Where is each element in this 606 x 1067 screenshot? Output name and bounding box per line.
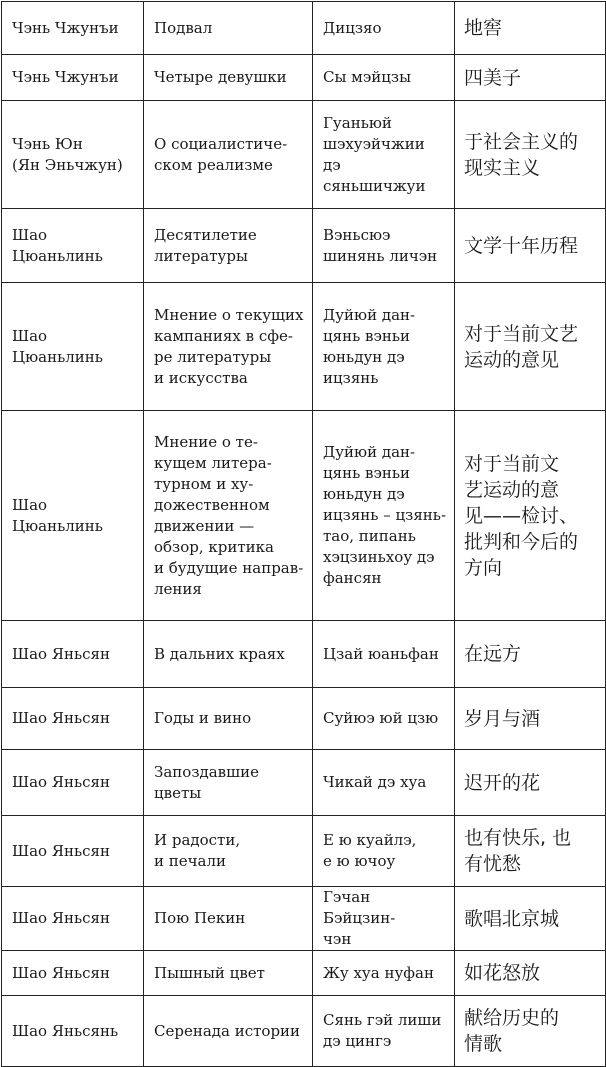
transliteration-cell: Дуйюй дан- цянь вэньи юньдун дэ ицзянь: [313, 283, 455, 411]
russian-title-cell: И радости, и печали: [144, 816, 313, 887]
author-cell: Шао Цюаньлинь: [2, 283, 144, 411]
author-cell: Шао Цюаньлинь: [2, 209, 144, 283]
russian-title-cell: О социалистиче- ском реализме: [144, 101, 313, 209]
table-row: [2, 996, 606, 1067]
author-cell: Шао Яньсян: [2, 951, 144, 996]
author-cell: Шао Яньсян: [2, 750, 144, 816]
chinese-title-cell: 迟开的花: [455, 750, 606, 816]
table-row: [2, 101, 606, 209]
table-row: [2, 209, 606, 283]
table-row: [2, 887, 606, 951]
author-cell: Шао Яньсян: [2, 887, 144, 951]
chinese-title-cell: 歌唱北京城: [455, 887, 606, 951]
author-cell: Чэнь Чжунъи: [2, 2, 144, 55]
author-cell: Шао Яньсянь: [2, 996, 144, 1067]
table-row: [2, 816, 606, 887]
russian-title-cell: Подвал: [144, 2, 313, 55]
chinese-title-cell: 岁月与酒: [455, 688, 606, 750]
transliteration-cell: Гэчан Бэйцзин- чэн: [313, 887, 455, 951]
table-row: [2, 411, 606, 621]
table-row: [2, 688, 606, 750]
author-cell: Шао Яньсян: [2, 621, 144, 688]
chinese-title-cell: 献给历史的 情歌: [455, 996, 606, 1067]
russian-title-cell: Серенада истории: [144, 996, 313, 1067]
chinese-title-cell: 文学十年历程: [455, 209, 606, 283]
transliteration-cell: Цзай юаньфан: [313, 621, 455, 688]
author-cell: Шао Яньсян: [2, 688, 144, 750]
transliteration-cell: Е ю куайлэ, е ю ючоу: [313, 816, 455, 887]
transliteration-cell: Суйюэ юй цзю: [313, 688, 455, 750]
transliteration-cell: Чикай дэ хуа: [313, 750, 455, 816]
transliteration-cell: Вэньсюэ шинянь личэн: [313, 209, 455, 283]
author-cell: Чэнь Чжунъи: [2, 55, 144, 101]
transliteration-cell: Дицзяо: [313, 2, 455, 55]
russian-title-cell: Годы и вино: [144, 688, 313, 750]
translation-table: [1, 1, 606, 1067]
russian-title-cell: Четыре девушки: [144, 55, 313, 101]
table-row: [2, 951, 606, 996]
chinese-title-cell: 地窖: [455, 2, 606, 55]
table-row: [2, 750, 606, 816]
transliteration-cell: Дуйюй дан- цянь вэньи юньдун дэ ицзянь – цзянь- тао, пипань хэцзиньхоу дэ фансян: [313, 411, 455, 621]
author-cell: Шао Яньсян: [2, 816, 144, 887]
chinese-title-cell: 四美子: [455, 55, 606, 101]
chinese-title-cell: 对于当前文艺 运动的意见: [455, 283, 606, 411]
author-cell: Шао Цюаньлинь: [2, 411, 144, 621]
author-cell: Чэнь Юн (Ян Эньчжун): [2, 101, 144, 209]
russian-title-cell: В дальних краях: [144, 621, 313, 688]
table-row: [2, 55, 606, 101]
chinese-title-cell: 也有快乐, 也 有忧愁: [455, 816, 606, 887]
table-row: [2, 2, 606, 55]
table-row: [2, 621, 606, 688]
russian-title-cell: Десятилетие литературы: [144, 209, 313, 283]
russian-title-cell: Мнение о те- кущем литера- турном и ху- дожественном движении — обзор, критика и будущие направ- ления: [144, 411, 313, 621]
russian-title-cell: Мнение о текущих кампаниях в сфе- ре литературы и искусства: [144, 283, 313, 411]
chinese-title-cell: 在远方: [455, 621, 606, 688]
chinese-title-cell: 对于当前文 艺运动的意 见——检讨、 批判和今后的 方向: [455, 411, 606, 621]
transliteration-cell: Сы мэйцзы: [313, 55, 455, 101]
table-row: [2, 283, 606, 411]
chinese-title-cell: 如花怒放: [455, 951, 606, 996]
transliteration-cell: Жу хуа нуфан: [313, 951, 455, 996]
russian-title-cell: Пою Пекин: [144, 887, 313, 951]
transliteration-cell: Гуаньюй шэхуэйчжии дэ сяньшичжуи: [313, 101, 455, 209]
russian-title-cell: Пышный цвет: [144, 951, 313, 996]
russian-title-cell: Запоздавшие цветы: [144, 750, 313, 816]
chinese-title-cell: 于社会主义的 现实主义: [455, 101, 606, 209]
transliteration-cell: Сянь гэй лиши дэ цингэ: [313, 996, 455, 1067]
